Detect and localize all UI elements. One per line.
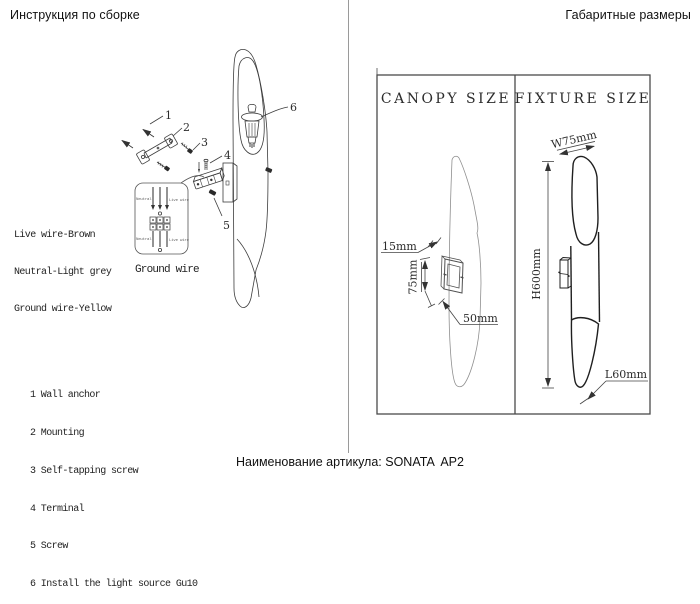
lamp-opening: [238, 58, 264, 155]
parts-list: [30, 365, 197, 604]
fixture-body: [233, 49, 273, 307]
wall-canopy-side: [559, 258, 572, 289]
dim-h600mm-label: H600mm: [530, 248, 543, 300]
terminal-assembly: [192, 156, 225, 216]
parts-list-item: 5 Screw: [30, 541, 68, 553]
mounting-plate: [223, 163, 237, 202]
dimensions-diagram: [377, 68, 651, 414]
dim-w75mm: [550, 128, 599, 156]
dim-75mm-label: 75mm: [406, 259, 420, 295]
terminal-block: [192, 168, 225, 189]
wire-connectors: [150, 217, 170, 230]
callout-3-leader: [193, 143, 200, 150]
callout-2-leader: [173, 128, 182, 136]
ground-wire-caption: Ground wire: [135, 264, 199, 276]
live-wire-label: Live wire: [169, 199, 189, 203]
self-tapping-screw: [181, 143, 193, 155]
dim-h600mm: [542, 162, 554, 389]
wall-anchor-arrow: [122, 141, 133, 149]
parts-list-item: 3 Self-tapping screw: [30, 465, 139, 477]
parts-list-item: 2 Mounting: [30, 427, 85, 439]
callout-3: 3: [201, 136, 208, 149]
canopy-3d: [441, 256, 464, 293]
canopy-size-header: CANOPY SIZE: [380, 91, 512, 107]
wire-color-legend: [14, 205, 111, 329]
callout-5: 5: [223, 219, 230, 232]
wire-color-line: Neutral-Light grey: [14, 267, 112, 279]
parts-list-item: 6 Install the light source Gu10: [30, 579, 198, 591]
neutral-wire-label: Neutral: [136, 198, 152, 202]
fixture-panel: [530, 128, 648, 404]
callout-6: 6: [290, 101, 297, 114]
incoming-wires: [151, 187, 169, 210]
gu10-bulb: [242, 104, 263, 148]
screw-5: [208, 189, 216, 196]
callout-1-leader: [150, 116, 163, 124]
dim-w75mm-label: W75mm: [550, 128, 598, 152]
parts-list-item: 4 Terminal: [30, 503, 85, 515]
callout-4-leader: [210, 156, 222, 163]
dimension-table: [377, 68, 650, 414]
dim-50mm-label: 50mm: [463, 312, 498, 325]
live-wire-label: Live wire: [169, 239, 189, 243]
dim-l60mm-label: L60mm: [604, 368, 648, 381]
wire-color-line: Live wire-Brown: [14, 229, 96, 241]
wall-anchor-arrow: [143, 130, 154, 138]
callout-4: 4: [224, 149, 231, 162]
dim-l60mm: [580, 381, 648, 404]
parts-list-item: 1 Wall anchor: [30, 390, 101, 402]
terminal-screw: [204, 159, 208, 170]
self-tapping-screw: [157, 162, 170, 172]
callout-2: 2: [183, 121, 190, 134]
dimensions-section-title: Габаритные размеры: [565, 8, 691, 22]
fixture-size-header: FIXTURE SIZE: [514, 91, 652, 107]
callout-1: 1: [165, 109, 172, 122]
assembly-section-title: Инструкция по сборке: [10, 8, 140, 22]
side-screw: [265, 167, 273, 173]
fixture-outline: [571, 156, 600, 387]
wire-color-line: Ground wire-Yellow: [14, 304, 112, 316]
neutral-wire-label: Neutral: [136, 238, 152, 242]
article-name: Наименование артикула: SONATA AP2: [236, 455, 464, 469]
callout-5-leader: [214, 198, 222, 216]
canopy-panel: [381, 156, 498, 386]
dim-15mm-label: 15mm: [382, 240, 417, 253]
fixture-silhouette: [449, 156, 481, 386]
dim-75mm: [420, 258, 435, 308]
outgoing-wires: [153, 231, 167, 247]
